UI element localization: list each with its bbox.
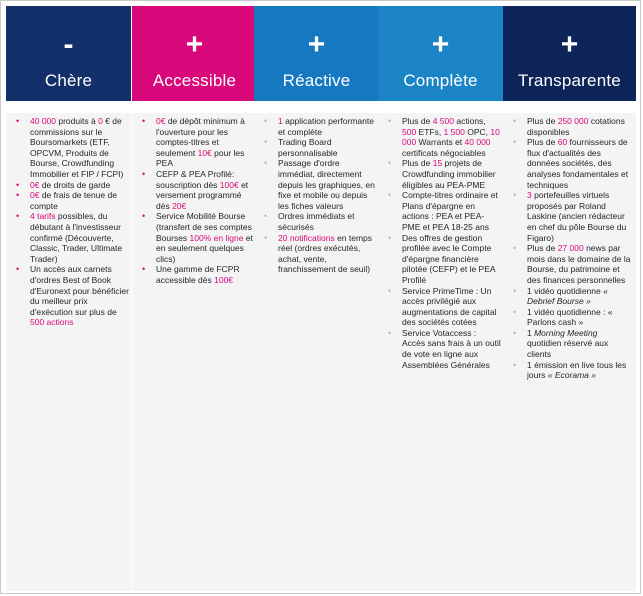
item-text: Ordres immédiats et sécurisés xyxy=(278,211,355,232)
bullet-list xyxy=(136,116,255,286)
column-body xyxy=(503,113,636,591)
highlight-text: 27 000 xyxy=(557,243,584,254)
list-item xyxy=(382,233,501,286)
list-item xyxy=(258,116,377,137)
item-text: de dépôt minimum à l'ouverture pour les comptes-titres et seulement xyxy=(156,116,245,158)
item-text: Warrants et xyxy=(416,137,465,148)
item-text: Plus de xyxy=(527,243,558,254)
item-text: 1 vidéo quotidienne xyxy=(527,285,604,296)
item-text: projets de Crowdfunding immobilier éligibles au PEA-PME xyxy=(402,158,496,190)
highlight-text: 20 notifications xyxy=(278,232,335,243)
highlight-text: 100% en ligne xyxy=(189,232,244,243)
column-transparente xyxy=(503,6,636,591)
highlight-text: 10 000 xyxy=(402,126,500,148)
highlight-text: 20€ xyxy=(172,200,187,211)
item-text: actions, xyxy=(454,116,486,126)
highlight-text: 1 xyxy=(278,116,283,126)
item-text: fournisseurs de flux d'actualités des données sociétés, des analyses fondamentales et techniques xyxy=(527,137,629,190)
list-item xyxy=(382,116,501,158)
item-text: OPC, xyxy=(464,126,491,137)
list-item xyxy=(507,307,634,328)
item-text: possibles, du débutant à l'investisseur confirmé (Découverte, Classic, Trader, Ultimate Trader) xyxy=(30,211,123,264)
highlight-text: 100€ xyxy=(219,179,239,190)
item-text: Compte-titres ordinaire et Plans d'épargne en actions : PEA et PEA-PME et PEA 18-25 ans xyxy=(402,190,498,232)
highlight-text: 15 xyxy=(432,158,443,169)
highlight-text: 0 xyxy=(98,116,103,126)
item-text: Service Mobilité Bourse (transfert de ses comptes Bourses xyxy=(156,211,252,243)
column-title: Transparente xyxy=(518,71,621,90)
item-text: Trading Board personnalisable xyxy=(278,137,338,158)
list-item xyxy=(136,169,255,211)
item-text: et en seulement quelques clics) xyxy=(156,232,253,264)
highlight-text: 60 xyxy=(557,137,568,148)
column-body xyxy=(254,113,379,591)
column-chere xyxy=(6,6,131,591)
list-item xyxy=(382,286,501,328)
highlight-text: 3 xyxy=(527,190,532,201)
minus-icon: - xyxy=(63,28,74,61)
item-text: Des offres de gestion profilée avec le Compte d'épargne financière pilotée (CEFP) et le PEA Profilé xyxy=(402,232,496,285)
column-header-complete xyxy=(378,6,503,101)
list-item xyxy=(10,190,129,211)
list-item xyxy=(258,211,377,232)
list-item xyxy=(507,286,634,307)
item-text: Service PrimeTime : Un accès privilégié aux augmentations de capital des sociétés cotées xyxy=(402,285,497,328)
highlight-text: 0€ xyxy=(30,190,40,201)
bullet-list xyxy=(382,116,501,370)
highlight-text: 40 000 xyxy=(464,137,491,148)
plus-icon: + xyxy=(431,28,450,61)
list-item xyxy=(10,116,129,180)
highlight-text: 500 xyxy=(402,126,417,137)
list-item xyxy=(258,137,377,158)
column-title: Réactive xyxy=(282,71,351,90)
item-text: cotations disponibles xyxy=(527,116,625,137)
highlight-text: 500 actions xyxy=(30,317,74,328)
column-title: Chère xyxy=(44,71,93,90)
highlight-text: 4 500 xyxy=(432,116,454,126)
column-body xyxy=(6,113,131,591)
bullet-list xyxy=(507,116,634,381)
item-text: pour les PEA xyxy=(156,147,245,169)
column-header-transparente xyxy=(503,6,636,101)
highlight-text: 250 000 xyxy=(557,116,589,126)
column-body xyxy=(378,113,503,591)
item-text: 1 émission en live tous les jours xyxy=(527,359,627,381)
list-item xyxy=(382,158,501,190)
item-text: 1 xyxy=(527,327,535,338)
list-item xyxy=(507,243,634,285)
item-text: quotidien réservé aux clients xyxy=(527,338,609,360)
column-complete xyxy=(378,6,503,591)
item-text: portefeuilles virtuels proposés par Roland Laskine (ancien rédacteur en chef du pôle Bourse du Figaro) xyxy=(527,190,627,243)
item-text: Plus de xyxy=(527,137,558,148)
list-item xyxy=(136,116,255,169)
item-text: € de commissions sur le Boursomarkets (ETF, OPCVM, Produits de Bourse, Crowdfunding Immobilier et FIP / FCPI) xyxy=(30,116,124,179)
highlight-text: 100€ xyxy=(214,274,234,285)
column-header-accessible xyxy=(132,6,257,101)
plus-icon: + xyxy=(560,28,579,61)
list-item xyxy=(507,137,634,190)
bullet-list xyxy=(258,116,377,275)
item-text: certificats négociables xyxy=(402,147,486,158)
list-item xyxy=(136,264,255,285)
item-text: Plus de xyxy=(527,116,558,126)
highlight-text: 4 tarifs xyxy=(30,211,56,222)
column-reactive xyxy=(254,6,379,591)
item-text: CEFP & PEA Profilé: souscription dès xyxy=(156,168,235,190)
item-text: Plus de xyxy=(402,158,433,169)
list-item xyxy=(507,360,634,381)
column-header-reactive xyxy=(254,6,379,101)
italic-text: « Debrief Bourse » xyxy=(527,285,608,307)
item-text: et versement programmé dès xyxy=(156,179,249,211)
item-text: Une gamme de FCPR accessible dès xyxy=(156,264,240,285)
list-item xyxy=(258,233,377,275)
highlight-text: 10€ xyxy=(197,147,212,158)
highlight-text: 1 500 xyxy=(443,126,465,137)
highlight-text: 40 000 xyxy=(30,116,56,126)
item-text: de droits de garde xyxy=(39,179,111,190)
list-item xyxy=(136,211,255,264)
item-text: Service Votaccess : Accès sans frais à un outil de vote en ligne aux Assemblées Générales xyxy=(402,327,501,370)
list-item xyxy=(10,180,129,191)
item-text: Plus de xyxy=(402,116,433,126)
item-text: 1 vidéo quotidienne : « Parlons cash » xyxy=(527,306,613,328)
italic-text: Morning Meeting xyxy=(534,327,598,338)
item-text: ETFs, xyxy=(416,126,444,137)
list-item xyxy=(382,328,501,370)
column-title: Accessible xyxy=(152,71,237,90)
list-item xyxy=(382,190,501,232)
item-text: de frais de tenue de compte xyxy=(30,190,117,211)
italic-text: « Ecorama » xyxy=(547,370,596,381)
bullet-list xyxy=(10,116,129,328)
column-title: Complète xyxy=(403,71,478,90)
list-item xyxy=(507,190,634,243)
list-item xyxy=(507,116,634,137)
highlight-text: 0€ xyxy=(156,116,166,126)
item-text: application performante et complète xyxy=(278,116,374,137)
list-item xyxy=(258,158,377,211)
highlight-text: 0€ xyxy=(30,179,40,190)
list-item xyxy=(10,264,129,328)
item-text: news par mois dans le domaine de la Bourse, du patrimoine et des finances personnelles xyxy=(527,243,631,285)
column-accessible xyxy=(132,6,257,591)
column-body xyxy=(132,113,257,591)
item-text: produits à xyxy=(56,116,99,126)
plus-icon: + xyxy=(185,28,204,61)
plus-icon: + xyxy=(307,28,326,61)
list-item xyxy=(10,211,129,264)
column-header-chere xyxy=(6,6,131,101)
list-item xyxy=(507,328,634,360)
item-text: Un accès aux carnets d'ordres Best of Book d'Euronext pour bénéficier du meilleur prix d'exécution sur plus de xyxy=(30,264,129,317)
item-text: en temps réel (ordres exécutés, achat, vente, franchissement de seuil) xyxy=(278,232,373,275)
item-text: Passage d'ordre immédiat, directement depuis les graphiques, en fixe et mobile ou depuis les fiches valeurs xyxy=(278,158,375,211)
